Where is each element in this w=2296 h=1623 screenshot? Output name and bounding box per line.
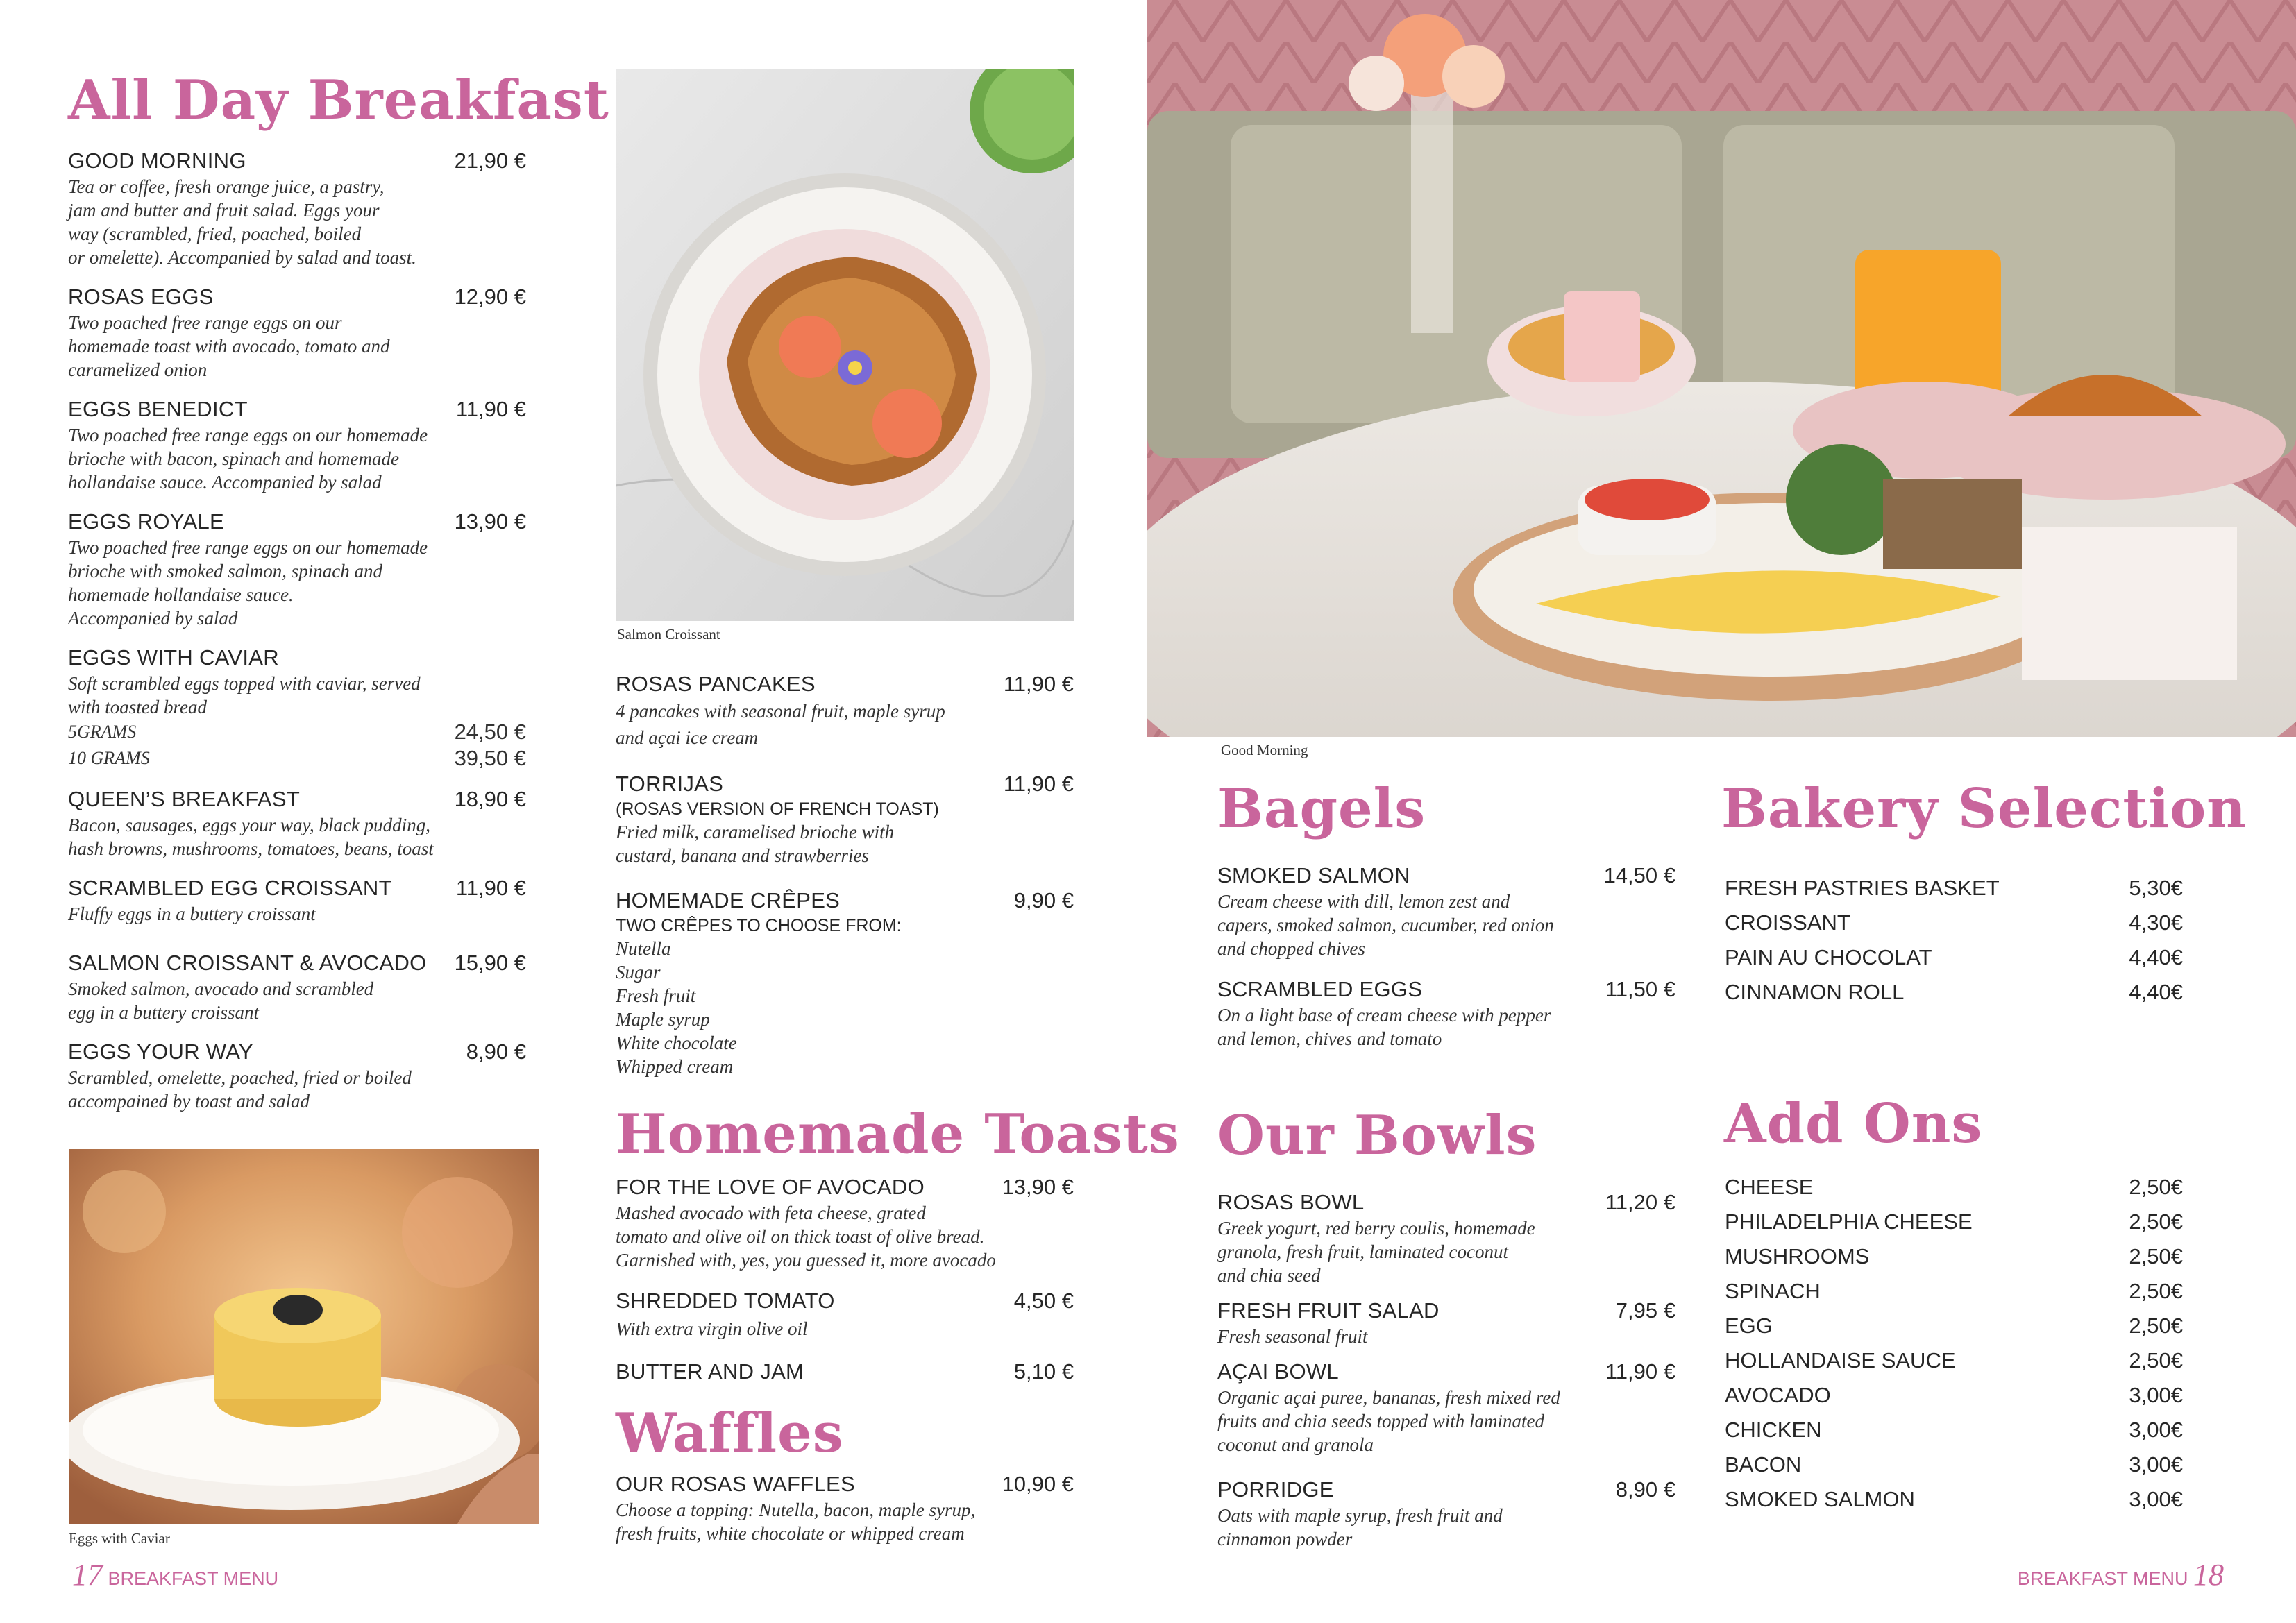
item-name: EGGS YOUR WAY	[68, 1039, 253, 1064]
addon-row	[1725, 1239, 2183, 1274]
menu-item	[616, 1173, 1074, 1272]
menu-item	[616, 770, 1074, 867]
variant-price: 39,50 €	[454, 746, 526, 770]
item-desc-line: Choose a topping: Nutella, bacon, maple syrup,	[616, 1499, 976, 1520]
item-name: FRESH FRUIT SALAD	[1217, 1298, 1440, 1323]
all-day-breakfast-list	[68, 147, 526, 1113]
waffles-list	[616, 1470, 1074, 1545]
waffles-title: Waffles	[616, 1402, 844, 1465]
item-desc-line: Oats with maple syrup, fresh fruit and	[1217, 1505, 1503, 1526]
variant-row	[68, 719, 526, 745]
item-price: 2,50€	[2129, 1175, 2183, 1199]
variant-label: 5GRAMS	[68, 722, 137, 742]
item-desc-line: Scrambled, omelette, poached, fried or boiled	[68, 1067, 412, 1088]
all-day-breakfast-title: All Day Breakfast	[68, 69, 609, 132]
menu-item	[1217, 1297, 1675, 1348]
item-desc-line: 4 pancakes with seasonal fruit, maple syrup	[616, 701, 945, 722]
bakery-row	[1725, 906, 2183, 940]
menu-item	[616, 887, 1074, 1078]
item-desc-line: caramelized onion	[68, 359, 208, 380]
item-desc-line: With extra virgin olive oil	[616, 1318, 808, 1339]
item-desc-line: and chia seed	[1217, 1265, 1321, 1286]
addon-row	[1725, 1274, 2183, 1309]
addon-row	[1725, 1482, 2183, 1517]
item-desc-line: Two poached free range eggs on our	[68, 312, 342, 333]
item-name: PAIN AU CHOCOLAT	[1725, 945, 1932, 969]
item-price: 4,50 €	[1013, 1289, 1074, 1313]
item-price: 2,50€	[2129, 1279, 2183, 1303]
item-name: AVOCADO	[1725, 1383, 1831, 1407]
menu-item	[68, 1038, 526, 1113]
item-desc-line: accompained by toast and salad	[68, 1091, 310, 1112]
item-price: 4,30€	[2129, 910, 2183, 935]
item-desc-line: egg in a buttery croissant	[68, 1002, 259, 1023]
item-name: GOOD MORNING	[68, 148, 246, 173]
item-price: 3,00€	[2129, 1383, 2183, 1407]
item-price: 15,90 €	[454, 951, 526, 975]
item-price: 11,50 €	[1605, 977, 1675, 1001]
item-price: 12,90 €	[454, 284, 526, 309]
menu-item	[616, 1358, 1074, 1386]
item-price: 11,20 €	[1605, 1190, 1675, 1214]
item-price: 7,95 €	[1615, 1298, 1675, 1323]
item-price: 13,90 €	[1002, 1175, 1074, 1199]
item-name: MUSHROOMS	[1725, 1244, 1870, 1268]
bakery-selection-title: Bakery Selection	[1721, 777, 2247, 840]
item-name: HOMEMADE CRÊPES	[616, 888, 841, 912]
page-footer-left	[72, 1557, 278, 1592]
item-price: 3,00€	[2129, 1418, 2183, 1442]
item-desc-line: jam and butter and fruit salad. Eggs your	[68, 200, 380, 221]
item-desc-line: Soft scrambled eggs topped with caviar, served	[68, 673, 421, 694]
item-desc-line: brioche with bacon, spinach and homemade	[68, 448, 399, 469]
footer-label: BREAKFAST MENU	[108, 1568, 279, 1589]
item-price: 18,90 €	[454, 787, 526, 811]
item-price: 11,90 €	[1003, 772, 1074, 796]
homemade-toasts-title: Homemade Toasts	[616, 1103, 1180, 1166]
item-desc-line: Cream cheese with dill, lemon zest and	[1217, 891, 1510, 912]
item-subtitle: (ROSAS VERSION OF FRENCH TOAST)	[616, 799, 939, 819]
item-name: CHEESE	[1725, 1175, 1814, 1199]
item-desc-line: tomato and olive oil on thick toast of olive bread.	[616, 1226, 985, 1247]
page-number: 17	[72, 1558, 103, 1592]
item-name: CINNAMON ROLL	[1725, 980, 1905, 1004]
good-morning-photo	[1147, 0, 2296, 737]
item-desc-line: Bacon, sausages, eggs your way, black pudding,	[68, 815, 430, 835]
item-name: CHICKEN	[1725, 1418, 1822, 1442]
page-footer-right	[2018, 1557, 2224, 1592]
item-desc-line: fresh fruits, white chocolate or whipped cream	[616, 1523, 965, 1544]
item-price: 3,00€	[2129, 1452, 2183, 1477]
item-price: 9,90 €	[1013, 888, 1074, 912]
menu-item	[616, 670, 1074, 751]
item-name: SMOKED SALMON	[1217, 863, 1410, 887]
item-price: 14,50 €	[1603, 863, 1675, 887]
item-price: 11,90 €	[1003, 672, 1074, 696]
item-price: 2,50€	[2129, 1348, 2183, 1373]
item-desc-line: Garnished with, yes, you guessed it, more avocado	[616, 1250, 996, 1271]
photo-caption: Eggs with Caviar	[69, 1530, 170, 1547]
item-price: 11,90 €	[455, 397, 526, 421]
addon-row	[1725, 1378, 2183, 1413]
item-desc-line: coconut and granola	[1217, 1434, 1374, 1455]
item-name: SCRAMBLED EGGS	[1217, 977, 1423, 1001]
item-name: BUTTER AND JAM	[616, 1359, 804, 1384]
menu-item	[1217, 1476, 1675, 1551]
page-number: 18	[2193, 1558, 2224, 1592]
item-name: CROISSANT	[1725, 910, 1850, 935]
item-desc-line: Fluffy eggs in a buttery croissant	[68, 903, 316, 924]
item-desc-line: and lemon, chives and tomato	[1217, 1028, 1442, 1049]
item-price: 11,90 €	[1605, 1359, 1675, 1384]
menu-item	[68, 949, 526, 1024]
item-name: QUEEN’S BREAKFAST	[68, 787, 301, 811]
menu-item	[68, 396, 526, 494]
crepe-option: Sugar	[616, 962, 661, 983]
item-desc-line: and açai ice cream	[616, 727, 759, 748]
crepe-option: White chocolate	[616, 1033, 737, 1053]
item-price: 8,90 €	[466, 1039, 526, 1064]
item-price: 21,90 €	[454, 148, 526, 173]
item-price: 4,40€	[2129, 980, 2183, 1004]
item-subtitle: TWO CRÊPES TO CHOOSE FROM:	[616, 916, 902, 935]
menu-item	[68, 785, 526, 860]
item-price: 13,90 €	[454, 509, 526, 534]
item-price: 8,90 €	[1615, 1477, 1675, 1502]
menu-item	[68, 508, 526, 630]
item-price: 2,50€	[2129, 1209, 2183, 1234]
bakery-row	[1725, 940, 2183, 975]
item-desc-line: granola, fresh fruit, laminated coconut	[1217, 1241, 1508, 1262]
bakery-row	[1725, 871, 2183, 906]
menu-item	[68, 147, 526, 269]
item-desc-line: way (scrambled, fried, poached, boiled	[68, 223, 362, 244]
item-desc-line: Two poached free range eggs on our homemade	[68, 537, 428, 558]
menu-item	[1217, 1189, 1675, 1287]
variant-label: 10 GRAMS	[68, 748, 150, 768]
item-price: 10,90 €	[1002, 1472, 1074, 1496]
item-name: PORRIDGE	[1217, 1477, 1334, 1502]
item-desc-line: homemade toast with avocado, tomato and	[68, 336, 390, 357]
item-desc-line: Tea or coffee, fresh orange juice, a pastry,	[68, 176, 385, 197]
addon-row	[1725, 1170, 2183, 1205]
item-desc-line: custard, banana and strawberries	[616, 845, 870, 866]
addon-row	[1725, 1205, 2183, 1239]
item-name: SALMON CROISSANT & AVOCADO	[68, 951, 427, 975]
item-name: PHILADELPHIA CHEESE	[1725, 1209, 1973, 1234]
item-desc-line: Organic açai puree, bananas, fresh mixed red	[1217, 1387, 1560, 1408]
item-desc-line: with toasted bread	[68, 697, 207, 717]
item-desc-line: Accompanied by salad	[68, 608, 238, 629]
crepe-option: Fresh fruit	[616, 985, 696, 1006]
item-desc-line: and chopped chives	[1217, 938, 1365, 959]
item-name: EGGS WITH CAVIAR	[68, 645, 279, 670]
addon-row	[1725, 1447, 2183, 1482]
item-desc-line: hash browns, mushrooms, tomatoes, beans, toast	[68, 838, 434, 859]
eggs-with-caviar-photo	[69, 1149, 539, 1524]
item-desc-line: On a light base of cream cheese with pepper	[1217, 1005, 1551, 1026]
item-name: OUR ROSAS WAFFLES	[616, 1472, 855, 1496]
menu-item	[1217, 1358, 1675, 1456]
item-desc-line: Mashed avocado with feta cheese, grated	[616, 1203, 926, 1223]
photo-caption: Good Morning	[1221, 742, 1308, 758]
item-name: SHREDDED TOMATO	[616, 1289, 835, 1313]
menu-item	[616, 1470, 1074, 1545]
bakery-row	[1725, 975, 2183, 1010]
item-desc-line: Smoked salmon, avocado and scrambled	[68, 978, 374, 999]
item-desc-line: Fresh seasonal fruit	[1217, 1326, 1368, 1347]
item-name: BACON	[1725, 1452, 1802, 1477]
crepe-option: Whipped cream	[616, 1056, 734, 1077]
item-name: FRESH PASTRIES BASKET	[1725, 876, 2000, 900]
variant-price: 24,50 €	[454, 720, 526, 744]
item-desc-line: Two poached free range eggs on our homemade	[68, 425, 428, 445]
bagels-title: Bagels	[1217, 777, 1426, 840]
item-price: 11,90 €	[455, 876, 526, 900]
item-name: SMOKED SALMON	[1725, 1487, 1915, 1511]
menu-item	[68, 874, 526, 926]
bakery-list	[1725, 871, 2183, 1010]
item-desc-line: or omelette). Accompanied by salad and toast.	[68, 247, 416, 268]
menu-item	[1217, 862, 1675, 960]
menu-item	[1217, 976, 1675, 1051]
addon-row	[1725, 1413, 2183, 1447]
menu-item	[68, 644, 526, 772]
item-price: 5,10 €	[1013, 1359, 1074, 1384]
item-desc-line: hollandaise sauce. Accompanied by salad	[68, 472, 382, 493]
item-name: EGG	[1725, 1314, 1773, 1338]
item-name: SPINACH	[1725, 1279, 1821, 1303]
item-price: 3,00€	[2129, 1487, 2183, 1511]
toasts-list	[616, 1173, 1074, 1386]
item-desc-line: fruits and chia seeds topped with laminated	[1217, 1411, 1544, 1431]
crepe-option: Maple syrup	[616, 1009, 710, 1030]
item-price: 2,50€	[2129, 1244, 2183, 1268]
item-desc-line: Fried milk, caramelised brioche with	[616, 822, 895, 842]
addon-row	[1725, 1343, 2183, 1378]
item-name: SCRAMBLED EGG CROISSANT	[68, 876, 392, 900]
item-desc-line: brioche with smoked salmon, spinach and	[68, 561, 382, 581]
photo-caption: Salmon Croissant	[617, 626, 720, 643]
add-ons-title: Add Ons	[1724, 1092, 1983, 1155]
item-desc-line: homemade hollandaise sauce.	[68, 584, 294, 605]
item-name: ROSAS PANCAKES	[616, 672, 816, 696]
item-name: EGGS BENEDICT	[68, 397, 248, 421]
addons-list	[1725, 1170, 2183, 1517]
our-bowls-title: Our Bowls	[1217, 1104, 1537, 1167]
item-name: HOLLANDAISE SAUCE	[1725, 1348, 1956, 1373]
variant-row	[68, 745, 526, 772]
menu-item	[68, 283, 526, 382]
crepe-option: Nutella	[616, 938, 671, 959]
bowls-list	[1217, 1189, 1675, 1551]
item-price: 5,30€	[2129, 876, 2183, 900]
item-desc-line: cinnamon powder	[1217, 1529, 1353, 1549]
menu-item	[616, 1287, 1074, 1343]
item-name: ROSAS BOWL	[1217, 1190, 1365, 1214]
item-name: ROSAS EGGS	[68, 284, 214, 309]
item-desc-line: Greek yogurt, red berry coulis, homemade	[1217, 1218, 1535, 1239]
item-desc-line: capers, smoked salmon, cucumber, red onion	[1217, 915, 1554, 935]
footer-label: BREAKFAST MENU	[2017, 1568, 2188, 1589]
pancakes-toast-crepes-list	[616, 670, 1074, 1078]
bagels-list	[1217, 862, 1675, 1051]
item-name: EGGS ROYALE	[68, 509, 224, 534]
addon-row	[1725, 1309, 2183, 1343]
item-price: 4,40€	[2129, 945, 2183, 969]
item-name: FOR THE LOVE OF AVOCADO	[616, 1175, 925, 1199]
item-price: 2,50€	[2129, 1314, 2183, 1338]
item-name: AÇAI BOWL	[1217, 1359, 1339, 1384]
item-name: TORRIJAS	[616, 772, 724, 796]
salmon-croissant-photo	[616, 69, 1074, 621]
